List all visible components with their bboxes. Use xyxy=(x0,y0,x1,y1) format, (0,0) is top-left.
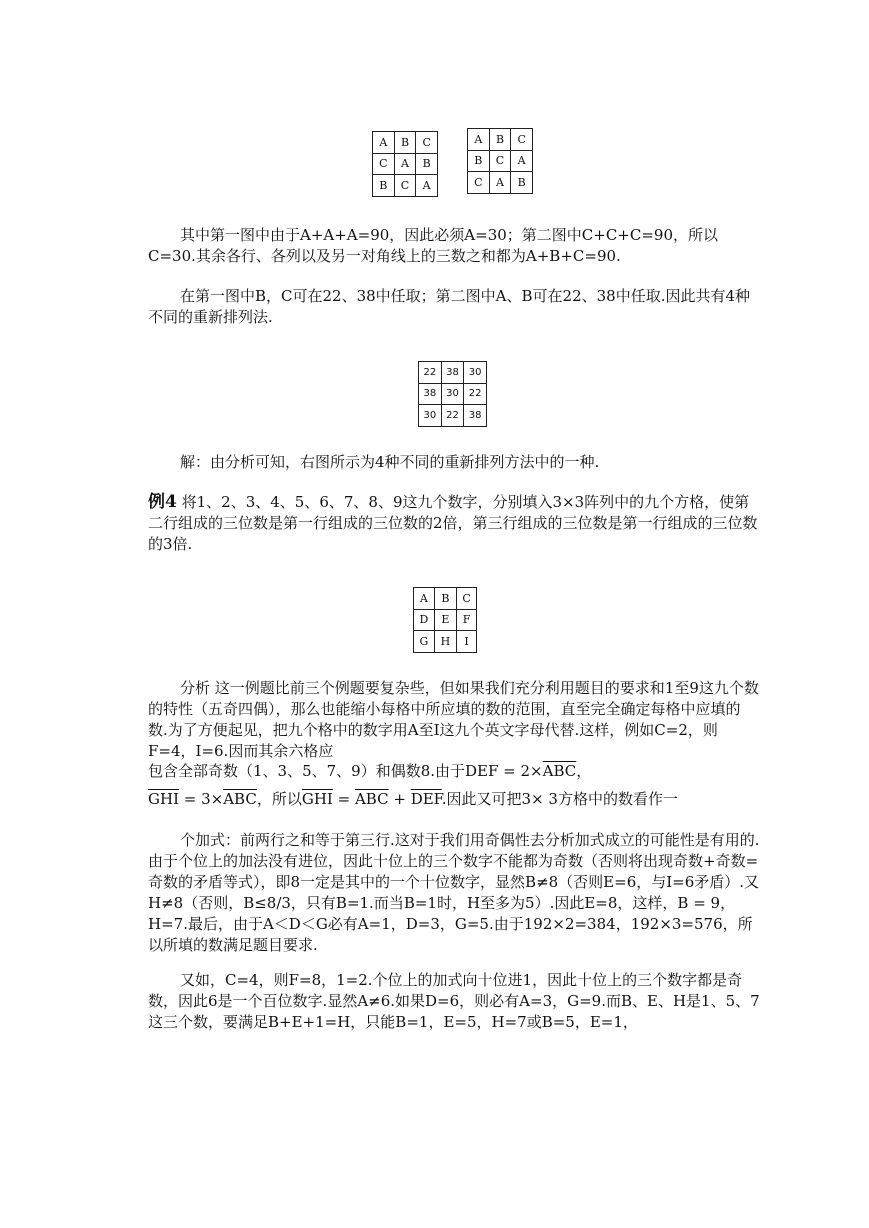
grid-cell: H xyxy=(434,631,456,653)
paragraph-3-text: 解：由分析可知，右图所示为4种不同的重新排列方法中的一种. xyxy=(180,453,600,471)
overline-ghi: $\overline{GHI}$ xyxy=(148,790,179,808)
grid-cell: C xyxy=(457,588,477,610)
example-4 xyxy=(148,492,760,555)
grid-cell: 22 xyxy=(419,362,442,384)
formula-text: .因此又可把3× 3方格中的数看作一 xyxy=(441,790,678,808)
formula-line-1 xyxy=(148,761,591,782)
grid-cell: 30 xyxy=(464,362,487,384)
paragraph-parity xyxy=(148,830,760,956)
grid-cell: A xyxy=(489,172,511,194)
grid-cell: B xyxy=(416,153,438,175)
grid-cell: A xyxy=(511,150,533,172)
formula-text: = xyxy=(332,790,355,808)
grid-cell: C xyxy=(468,172,490,194)
paragraph-example xyxy=(148,970,760,1033)
overline-abc: $\overline{ABC}$ xyxy=(542,762,577,780)
grid-cell: E xyxy=(434,609,456,631)
grid-latin-square-2 xyxy=(467,128,533,194)
grid-cell: B xyxy=(434,588,456,610)
grid-cell: B xyxy=(373,175,395,197)
grid-cell: C xyxy=(373,153,395,175)
grid-cell: G xyxy=(414,631,435,653)
example-4-label: 例4 xyxy=(148,492,177,512)
formula-text: ，所以 xyxy=(256,790,302,808)
grid-number-square xyxy=(418,361,487,427)
paragraph-parity-text: 个加式：前两行之和等于第三行.这对于我们用奇偶性去分析加式成立的可能性是有用的.由于个位上的加法没有进位，因此十位上的三个数字不能都为奇数（否则将出现奇数+奇数=奇数的矛盾等式），即8一定是其中的一个十位数字，显然B≠8（否则E=6，与I=6矛盾）.又H≠8（否则，B≤8/3，只有B=1.而当B=1时，H至多为5）.因此E=8，这样，B = 9，H=7.最后，由于A＜D＜G必有A=1，D=3，G=5.由于192×2=384，192×3=576，所以所填的数满足题目要求. xyxy=(148,831,760,954)
grid-cell: A xyxy=(468,129,490,151)
formula-line-2 xyxy=(148,789,678,810)
grid-cell: 22 xyxy=(464,383,487,405)
grid-letter-square xyxy=(413,587,477,653)
grid-cell: 38 xyxy=(464,405,487,427)
grid-cell: C xyxy=(416,132,438,154)
overline-abc: $\overline{ABC}$ xyxy=(223,790,257,808)
formula-text: = 3× xyxy=(179,790,224,808)
formula-text: ， xyxy=(576,762,592,780)
grid-cell: I xyxy=(457,631,477,653)
paragraph-analysis xyxy=(148,678,760,762)
grid-cell: A xyxy=(414,588,435,610)
paragraph-2 xyxy=(148,286,760,328)
grid-cell: A xyxy=(416,175,438,197)
grid-cell: A xyxy=(394,153,416,175)
grid-cell: 30 xyxy=(419,405,442,427)
grid-cell: B xyxy=(489,129,511,151)
grid-cell: D xyxy=(414,609,435,631)
grid-cell: B xyxy=(468,150,490,172)
paragraph-1 xyxy=(148,225,760,267)
overline-def: $\overline{DEF}$ xyxy=(410,790,442,808)
paragraph-1-text: 其中第一图中由于A+A+A=90，因此必须A=30；第二图中C+C+C=90，所以C=30.其余各行、各列以及另一对角线上的三数之和都为A+B+C=90. xyxy=(148,226,719,265)
formula-text: 包含全部奇数（1、3、5、7、9）和偶数8.由于DEF = 2× xyxy=(148,762,543,780)
grid-cell: 38 xyxy=(419,383,442,405)
overline-abc: $\overline{ABC}$ xyxy=(354,790,389,808)
grid-latin-square-1 xyxy=(372,131,438,197)
grid-cell: A xyxy=(373,132,395,154)
grid-cell: F xyxy=(457,609,477,631)
formula-text: + xyxy=(388,790,411,808)
example-4-text: 将1、2、3、4、5、6、7、8、9这九个数字，分别填入3×3阵列中的九个方格，使第二行组成的三位数是第一行组成的三位数的2倍，第三行组成的三位数是第一行组成的三位数的3倍. xyxy=(148,493,758,553)
paragraph-analysis-text: 分析 这一例题比前三个例题要复杂些，但如果我们充分利用题目的要求和1至9这九个数的特性（五奇四偶），那么也能缩小每格中所应填的数的范围，直至完全确定每格中应填的数.为了方便起见，把九个格中的数字用A至I这九个英文字母代替.这样，例如C=2，则F=4，I=6.因而其余六格应 xyxy=(148,679,759,760)
grid-cell: C xyxy=(489,150,511,172)
grid-cell: 22 xyxy=(441,405,464,427)
grid-cell: B xyxy=(394,132,416,154)
paragraph-3 xyxy=(148,452,760,473)
paragraph-example-text: 又如，C=4，则F=8，1=2.个位上的加式向十位进1，因此十位上的三个数字都是奇数，因此6是一个百位数字.显然A≠6.如果D=6，则必有A=3，G=9.而B、E、H是1、5、7这三个数，要满足B+E+1=H，只能B=1，E=5，H=7或B=5，E=1， xyxy=(148,971,760,1031)
grid-cell: 30 xyxy=(441,383,464,405)
grid-cell: C xyxy=(394,175,416,197)
overline-ghi: $\overline{GHI}$ xyxy=(301,790,333,808)
grid-cell: C xyxy=(511,129,533,151)
grid-cell: B xyxy=(511,172,533,194)
paragraph-2-text: 在第一图中B，C可在22、38中任取；第二图中A、B可在22、38中任取.因此共有4种不同的重新排列法. xyxy=(148,287,751,326)
grid-cell: 38 xyxy=(441,362,464,384)
